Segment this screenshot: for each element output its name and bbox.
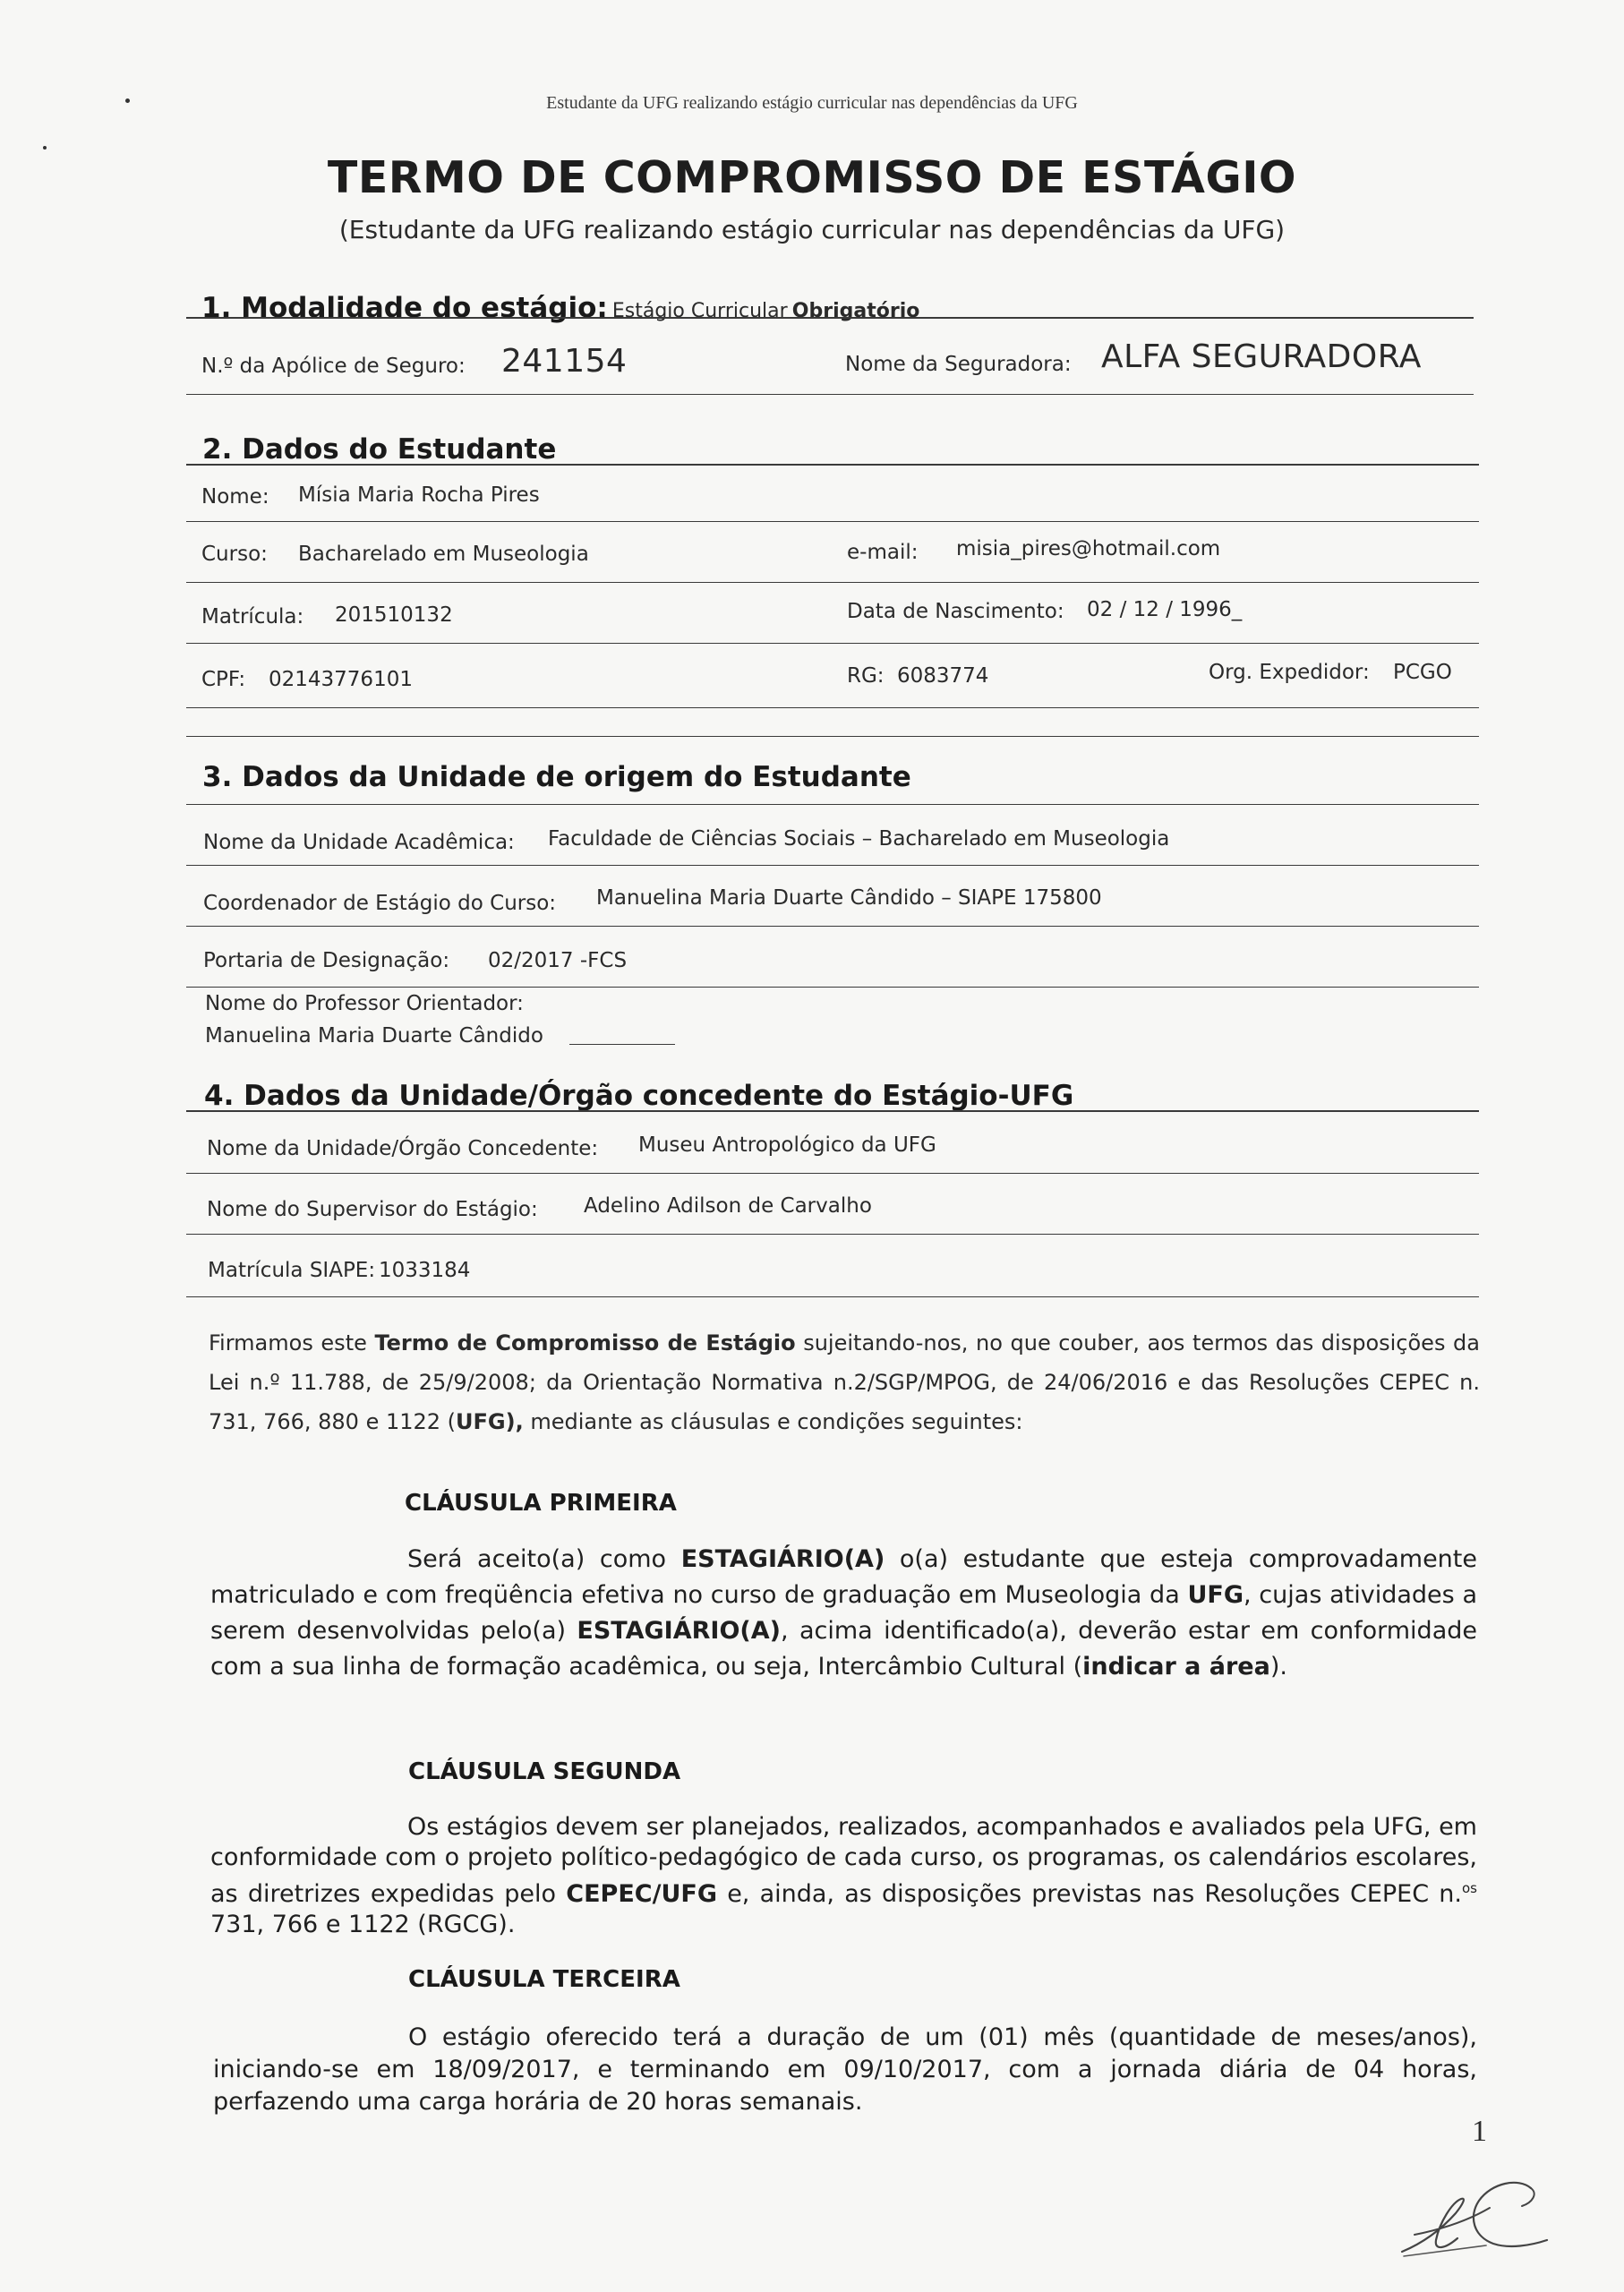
email-value: misia_pires@hotmail.com <box>956 537 1221 560</box>
intro-text: sujeitando-nos, no que couber, aos termos das disposições da Lei n.º 11.788, de 25/9/2008; da Orientação Normativa n.2/SGP/MPOG, de 24/06/2016 e das Resoluções CEPEC n. 731, 766, 880 e 1122 ( <box>209 1330 1480 1434</box>
supervisor-value: Adelino Adilson de Carvalho <box>584 1194 872 1218</box>
apolice-label: N.º da Apólice de Seguro: <box>201 355 466 378</box>
coordenador-label: Coordenador de Estágio do Curso: <box>203 892 557 915</box>
intro-paragraph <box>209 1323 1480 1441</box>
clause-bold: ESTAGIÁRIO(A) <box>680 1545 885 1573</box>
clause-text: ). <box>1269 1653 1287 1681</box>
divider <box>186 987 1479 988</box>
clause-3-body <box>213 2022 1477 2118</box>
clause-bold: ESTAGIÁRIO(A) <box>577 1617 781 1645</box>
divider <box>186 394 1474 395</box>
clause-text: , cujas atividades a serem desenvolvidas pelo(a) <box>210 1581 1477 1645</box>
divider <box>186 865 1479 866</box>
clause-1-body <box>210 1542 1477 1685</box>
divider <box>186 1296 1479 1297</box>
clause-text: Será aceito(a) como <box>407 1545 681 1573</box>
intro-bold-term: Termo de Compromisso de Estágio <box>374 1330 796 1356</box>
handwritten-signature <box>1397 2167 1567 2265</box>
supervisor-label: Nome do Supervisor do Estágio: <box>207 1198 538 1221</box>
clause-text: 731, 766 e 1122 (RGCG). <box>210 1911 516 1938</box>
clause-3-title: CLÁUSULA TERCEIRA <box>408 1966 680 1993</box>
siape-value: 1033184 <box>379 1259 471 1282</box>
orgao-label: Org. Expedidor: <box>1209 661 1370 684</box>
rg-label: RG: <box>847 664 885 688</box>
clause-text: O estágio oferecido terá a duração de um (01) mês (quantidade de meses/anos), iniciando-se em 18/09/2017, e terminando em 09/10/2017, com a jornada diária de 04 horas, perfazendo uma carga horária de 20 horas semanais. <box>213 2023 1477 2116</box>
section-4-heading: 4. Dados da Unidade/Órgão concedente do Estágio-UFG <box>204 1080 1074 1112</box>
divider <box>186 1110 1479 1112</box>
orientador-label: Nome do Professor Orientador: <box>205 992 524 1015</box>
cpf-value: 02143776101 <box>269 668 413 691</box>
document-subtitle: (Estudante da UFG realizando estágio curricular nas dependências da UFG) <box>338 215 1286 244</box>
divider <box>186 317 1474 319</box>
clause-bold: indicar a área <box>1082 1653 1270 1681</box>
clause-1-title: CLÁUSULA PRIMEIRA <box>405 1490 677 1517</box>
concedente-value: Museu Antropológico da UFG <box>638 1133 936 1157</box>
modalidade-value: Obrigatório <box>791 300 920 322</box>
scan-speck <box>43 146 47 150</box>
nascimento-label: Data de Nascimento: <box>847 600 1064 623</box>
section-1-heading: 1. Modalidade do estágio: <box>201 292 608 324</box>
section-1-row <box>201 292 919 324</box>
nome-label: Nome: <box>201 485 269 509</box>
divider <box>186 804 1479 805</box>
header-caption: Estudante da UFG realizando estágio curricular nas dependências da UFG <box>546 93 1078 113</box>
apolice-value: 241154 <box>501 343 628 380</box>
concedente-label: Nome da Unidade/Órgão Concedente: <box>207 1137 599 1160</box>
nascimento-value: 02 / 12 / 1996_ <box>1087 598 1243 621</box>
seguradora-value: ALFA SEGURADORA <box>1101 338 1422 375</box>
intro-bold-ufg: UFG), <box>456 1409 524 1434</box>
nome-value: Mísia Maria Rocha Pires <box>298 483 540 507</box>
unidade-label: Nome da Unidade Acadêmica: <box>203 831 515 854</box>
clause-text: , acima identificado(a), deverão estar em conformidade com a sua linha de formação acadêmica, ou seja, Intercâmbio Cultural ( <box>210 1617 1477 1681</box>
divider <box>186 643 1479 644</box>
cpf-label: CPF: <box>201 668 246 691</box>
clause-2-body <box>210 1812 1477 1940</box>
divider <box>186 582 1479 583</box>
signature-initials-icon <box>1397 2167 1567 2265</box>
modalidade-prefix: Estágio Curricular <box>611 300 788 322</box>
portaria-value: 02/2017 -FCS <box>488 949 628 972</box>
section-2-heading: 2. Dados do Estudante <box>202 433 557 466</box>
signature-blank-line <box>569 1044 675 1045</box>
clause-text: o(a) estudante que esteja comprovadamente matriculado e com freqüência efetiva no curso de graduação em Museologia da <box>210 1545 1477 1609</box>
clause-bold: UFG <box>1187 1581 1244 1609</box>
document-title: TERMO DE COMPROMISSO DE ESTÁGIO <box>327 152 1297 203</box>
unidade-value: Faculdade de Ciências Sociais – Bacharelado em Museologia <box>548 827 1170 851</box>
orgao-value: PCGO <box>1393 661 1452 684</box>
divider <box>186 736 1479 737</box>
intro-text: Firmamos este <box>209 1330 375 1356</box>
rg-value: 6083774 <box>897 664 989 688</box>
divider <box>186 521 1479 522</box>
matricula-label: Matrícula: <box>201 605 304 629</box>
seguradora-label: Nome da Seguradora: <box>845 353 1072 376</box>
clause-2-title: CLÁUSULA SEGUNDA <box>408 1758 681 1785</box>
clause-text: e, ainda, as disposições previstas nas Resoluções CEPEC n. <box>716 1880 1462 1908</box>
divider <box>186 926 1479 927</box>
divider <box>186 1234 1479 1235</box>
clause-bold: CEPEC/UFG <box>566 1880 717 1908</box>
email-label: e-mail: <box>847 541 919 564</box>
clause-superscript: os <box>1462 1880 1477 1896</box>
curso-label: Curso: <box>201 543 268 566</box>
clause-text: Os estágios devem ser planejados, realizados, acompanhados e avaliados pela UFG, em conformidade com o projeto político-pedagógico de cada curso, os programas, os calendários escolares, as diretrizes expedidas pelo <box>210 1813 1477 1908</box>
orientador-value: Manuelina Maria Duarte Cândido <box>205 1024 543 1048</box>
divider <box>186 707 1479 708</box>
coordenador-value: Manuelina Maria Duarte Cândido – SIAPE 175800 <box>596 886 1102 910</box>
divider <box>186 1173 1479 1174</box>
intro-text: mediante as cláusulas e condições seguintes: <box>523 1409 1023 1434</box>
page-number: 1 <box>1472 2115 1487 2148</box>
siape-label: Matrícula SIAPE: <box>208 1259 376 1282</box>
section-3-heading: 3. Dados da Unidade de origem do Estudante <box>202 761 911 793</box>
curso-value: Bacharelado em Museologia <box>298 543 589 566</box>
divider <box>186 464 1479 466</box>
portaria-label: Portaria de Designação: <box>203 949 450 972</box>
matricula-value: 201510132 <box>335 603 453 627</box>
